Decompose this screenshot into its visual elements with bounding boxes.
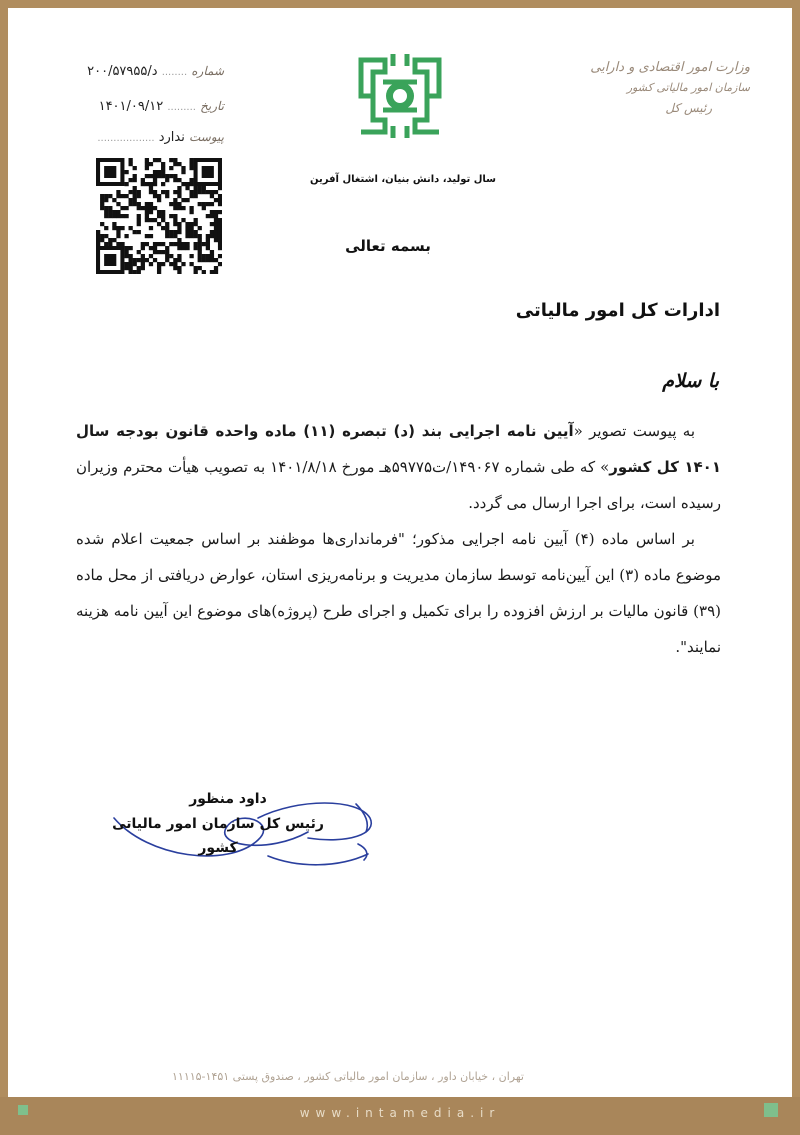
letter-body <box>76 413 721 665</box>
paragraph-1: به پیوست تصویر «آیین نامه اجرایی بند (د) تبصره (۱۱) ماده واحده قانون بودجه سال ۱۴۰۱ کل کشور» که طی شماره ۱۴۹۰۶۷/ت۵۹۷۷۵هـ مورخ ۱۴۰۱/۸/۱۸ به تصویب هیأت محترم وزیران رسیده است، برای اجرا ارسال می گردد. <box>76 422 721 512</box>
ministry-name: وزارت امور اقتصادی و دارایی <box>590 60 750 75</box>
date-label: تاریخ <box>200 99 224 113</box>
bismillah: بسمه تعالی <box>345 237 431 255</box>
letter-date: ۱۴۰۱/۰۹/۱۲ <box>98 99 164 114</box>
footer-address: تهران ، خیابان داور ، سازمان امور مالیاتی کشور ، صندوق پستی ۱۴۵۱-۱۱۱۱۵ <box>172 1070 524 1083</box>
footer-strip <box>0 1097 800 1135</box>
signer-name: داود منظور <box>189 791 267 807</box>
regulation-title: آیین نامه اجرایی بند (د) تبصره (۱۱) ماده واحده قانون بودجه سال ۱۴۰۱ کل کشور <box>76 422 721 476</box>
qr-code <box>96 158 222 274</box>
tax-organization-logo <box>355 50 445 142</box>
office-name: رئیس کل <box>665 101 712 115</box>
signer-title: رئیس کل سازمان امور مالیاتی کشور <box>112 816 324 856</box>
year-motto: سال تولید، دانش بنیان، اشتغال آفرین <box>310 174 496 185</box>
corner-square-right <box>764 1103 778 1117</box>
attachment-label: پیوست <box>189 130 224 144</box>
greeting: با سلام <box>662 370 719 392</box>
ministry-header <box>550 58 750 118</box>
organization-name: سازمان امور مالیاتی کشور <box>626 81 750 94</box>
letter-date-row: تاریخ ......... ۱۴۰۱/۰۹/۱۲ <box>98 99 224 114</box>
letter-page <box>8 8 792 1097</box>
number-label: شماره <box>191 64 224 78</box>
signer-block <box>108 786 328 860</box>
attachment-row: پیوست ندارد .................. <box>97 130 224 145</box>
paragraph-2: بر اساس ماده (۴) آیین نامه اجرایی مذکور؛ "فرمانداری‌ها موظفند بر اساس جمعیت اعلام شده موضوع ماده (۳) این آیین‌نامه توسط سازمان مدیریت و برنامه‌ریزی استان، عوارض دریافتی از محل ماده (۳۹) قانون مالیات بر ارزش افزوده را برای تکمیل و اجرای طرح (پروژه)های موضوع این آیین نامه هزینه نمایند". <box>76 530 721 656</box>
attachment-value: ندارد <box>158 130 185 145</box>
letter-number-row: شماره ........ د/۲۰۰/۵۷۹۵۵ <box>87 64 224 79</box>
recipient: ادارات کل امور مالیاتی <box>515 300 720 321</box>
letter-number: د/۲۰۰/۵۷۹۵۵ <box>87 64 158 79</box>
watermark: www.intamedia.ir <box>299 1106 501 1120</box>
